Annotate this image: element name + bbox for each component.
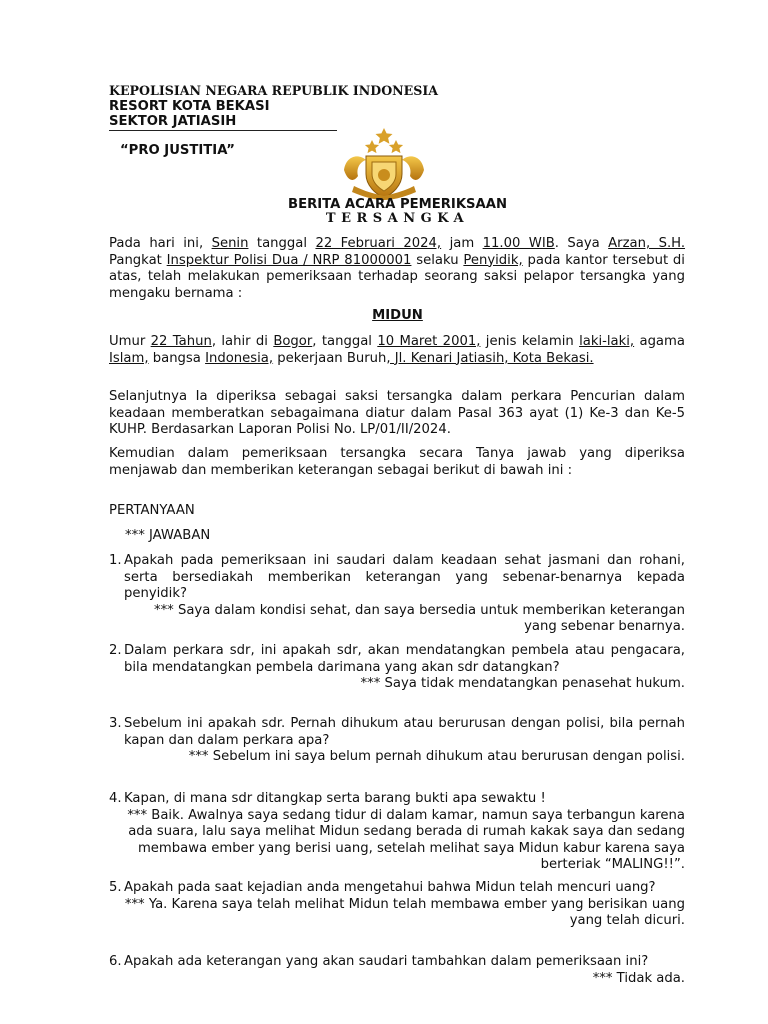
- qa-question: Apakah ada keterangan yang akan saudari tambahkan dalam pemeriksaan ini?: [124, 954, 649, 969]
- qa-item: [109, 716, 685, 766]
- intro-text: pada kantor tersebut di atas, telah melakukan pemeriksaan terhadap seorang saksi pelapor tersangka yang mengaku bernama :: [109, 252, 685, 301]
- exam-day: Senin: [211, 236, 249, 251]
- intro-text: jam: [449, 236, 475, 251]
- letterhead: [109, 83, 438, 130]
- qa-item: [109, 954, 685, 987]
- question-column-label: PERTANYAAN: [109, 503, 195, 518]
- suspect-religion: Islam,: [109, 350, 149, 366]
- intro-paragraph: [109, 236, 685, 302]
- suspect-birthplace: Bogor: [273, 334, 313, 349]
- letterhead-line-resort: RESORT KOTA BEKASI: [109, 98, 270, 114]
- qa-answer: *** Baik. Awalnya saya sedang tidur di dalam kamar, namun saya terbangun karena ada suara, lalu saya melihat Midun sedang berada di rumah kakak saya dan sedang membawa ember yang berisi uang, setelah melihat saya Midun kabur karena saya berteriak “MALING!!”.: [127, 807, 685, 872]
- qa-question: Apakah pada pemeriksaan ini saudari dalam keadaan sehat jasmani dan rohani, serta bersediakah memberikan keterangan yang sebenar-benarnya kepada penyidik?: [124, 553, 685, 601]
- qa-number: 5.: [109, 880, 122, 895]
- document-title: BERITA ACARA PEMERIKSAAN: [288, 197, 507, 212]
- document-subtitle: TERSANGKA: [325, 211, 470, 226]
- identity-text: jenis kelamin: [485, 334, 574, 349]
- exam-date: 22 Februari 2024,: [315, 236, 442, 251]
- intro-text: selaku: [416, 252, 459, 268]
- qa-question: Kapan, di mana sdr ditangkap serta barang bukti apa sewaktu !: [124, 791, 546, 806]
- suspect-address: , Jl. Kenari Jatiasih, Kota Bekasi.: [386, 350, 594, 366]
- officer-rank: Inspektur Polisi Dua / NRP 81000001: [166, 252, 412, 268]
- qa-question: Dalam perkara sdr, ini apakah sdr, akan mendatangkan pembela atau pengacara, bila mendatangkan pembela darimana yang akan sdr datangkan?: [124, 643, 685, 675]
- suspect-gender: laki-laki,: [579, 334, 635, 349]
- officer-name: Arzan, S.H.: [608, 236, 686, 251]
- qa-number: 2.: [109, 643, 122, 658]
- qa-answer: *** Tidak ada.: [592, 970, 685, 986]
- suspect-age: 22 Tahun: [150, 334, 212, 349]
- intro-text: . Saya: [554, 236, 600, 251]
- intro-text: Pada hari ini,: [109, 236, 204, 251]
- qa-number: 6.: [109, 954, 122, 969]
- letterhead-line-institution: KEPOLISIAN NEGARA REPUBLIK INDONESIA: [109, 83, 439, 98]
- suspect-nationality: Indonesia,: [205, 350, 274, 366]
- intro-text: tanggal: [256, 236, 308, 251]
- identity-text: bangsa: [152, 350, 201, 366]
- qa-number: 4.: [109, 791, 122, 806]
- identity-text: Umur: [109, 334, 146, 349]
- identity-text: , lahir di: [211, 334, 268, 349]
- pro-justitia-label: “PRO JUSTITIA”: [120, 143, 235, 158]
- intro-text: Pangkat: [109, 252, 162, 268]
- followup-paragraph: Kemudian dalam pemeriksaan tersangka secara Tanya jawab yang diperiksa menjawab dan memberikan keterangan sebagai berikut di bawah ini :: [109, 446, 685, 478]
- qa-answer: *** Saya tidak mendatangkan penasehat hukum.: [360, 676, 685, 691]
- identity-text: pekerjaan Buruh: [277, 350, 387, 366]
- qa-question: Sebelum ini apakah sdr. Pernah dihukum atau berurusan dengan polisi, bila pernah kapan dan dalam perkara apa?: [124, 716, 685, 748]
- police-emblem-icon: [336, 126, 432, 200]
- qa-question: Apakah pada saat kejadian anda mengetahui bahwa Midun telah mencuri uang?: [124, 880, 656, 895]
- qa-item: [109, 791, 685, 874]
- suspect-birthdate: 10 Maret 2001,: [377, 334, 481, 349]
- answer-column-label: *** JAWABAN: [125, 528, 211, 543]
- qa-answer: *** Saya dalam kondisi sehat, dan saya bersedia untuk memberikan keterangan yang sebenar benarnya.: [153, 602, 685, 634]
- officer-role: Penyidik,: [463, 252, 523, 268]
- qa-item: [109, 643, 685, 693]
- exam-time: 11.00 WIB: [482, 236, 555, 251]
- suspect-name: MIDUN: [372, 308, 423, 323]
- identity-text: agama: [639, 334, 685, 349]
- qa-answer: *** Ya. Karena saya telah melihat Midun telah membawa ember yang berisikan uang yang telah dicuri.: [124, 896, 685, 928]
- qa-number: 3.: [109, 716, 122, 731]
- qa-number: 1.: [109, 553, 122, 568]
- qa-item: [109, 880, 685, 930]
- letterhead-divider: [109, 130, 337, 131]
- case-paragraph: Selanjutnya Ia diperiksa sebagai saksi tersangka dalam perkara Pencurian dalam keadaan memberatkan sebagaimana diatur dalam Pasal 363 ayat (1) Ke-3 dan Ke-5 KUHP. Berdasarkan Laporan Polisi No. LP/01/II/2024.: [109, 389, 685, 437]
- identity-text: , tanggal: [312, 334, 372, 349]
- letterhead-line-sector: SEKTOR JATIASIH: [109, 114, 237, 129]
- qa-answer: *** Sebelum ini saya belum pernah dihukum atau berurusan dengan polisi.: [188, 749, 685, 764]
- identity-paragraph: [109, 334, 685, 367]
- qa-item: [109, 553, 685, 636]
